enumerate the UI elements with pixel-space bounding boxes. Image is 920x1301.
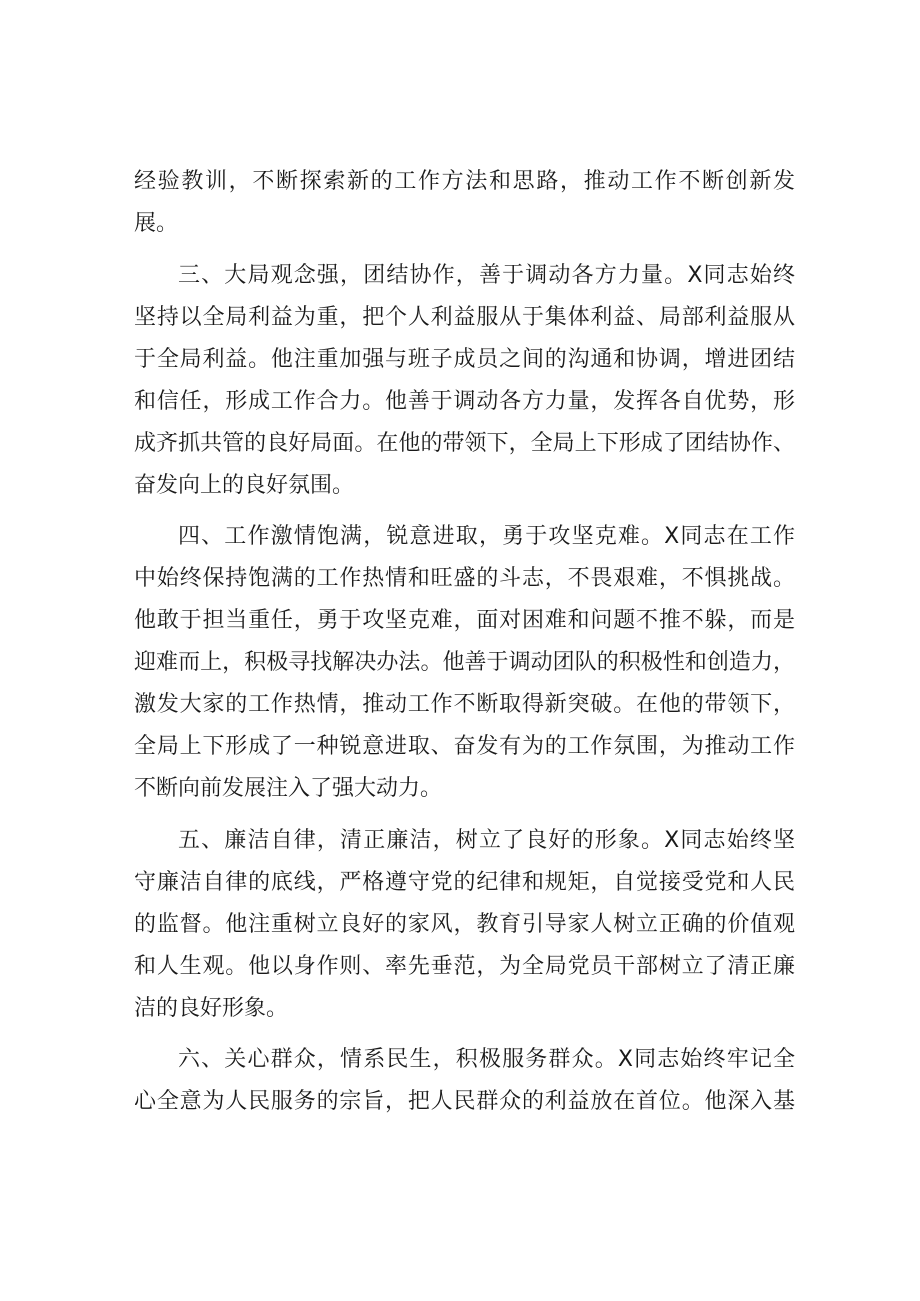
text-line: 迎难而上，积极寻找解决办法。他善于调动团队的积极性和创造力，	[134, 650, 795, 675]
text-line: 全局上下形成了一种锐意进取、奋发有为的工作氛围，为推动工作	[134, 734, 795, 759]
text-line: 经验教训，不断探索新的工作方法和思路，推动工作不断创新发	[134, 169, 795, 194]
text-line: 守廉洁自律的底线，严格遵守党的纪律和规矩，自觉接受党和人民	[134, 870, 795, 895]
paragraph-heading-line: 五、廉洁自律，清正廉洁，树立了良好的形象。X同志始终坚	[178, 828, 795, 853]
text-line: 展。	[134, 211, 179, 236]
text-line: 成齐抓共管的良好局面。在他的带领下，全局上下形成了团结协作、	[134, 431, 795, 456]
text-line: 的监督。他注重树立良好的家风，教育引导家人树立正确的价值观	[134, 912, 795, 937]
paragraph-heading-line: 四、工作激情饱满，锐意进取，勇于攻坚克难。X同志在工作	[178, 524, 795, 549]
paragraph-heading-line: 六、关心群众，情系民生，积极服务群众。X同志始终牢记全	[178, 1047, 795, 1072]
text-line: 坚持以全局利益为重，把个人利益服从于集体利益、局部利益服从	[134, 305, 795, 330]
text-line: 激发大家的工作热情，推动工作不断取得新突破。在他的带领下，	[134, 692, 795, 717]
text-line: 他敢于担当重任，勇于攻坚克难，面对困难和问题不推不躲，而是	[134, 608, 795, 633]
text-line: 洁的良好形象。	[134, 996, 289, 1021]
text-line: 和人生观。他以身作则、率先垂范，为全局党员干部树立了清正廉	[134, 954, 795, 979]
text-line: 奋发向上的良好氛围。	[134, 473, 355, 498]
text-line: 和信任，形成工作合力。他善于调动各方力量，发挥各自优势，形	[134, 389, 795, 414]
text-line: 中始终保持饱满的工作热情和旺盛的斗志，不畏艰难，不惧挑战。	[134, 566, 795, 591]
text-line: 心全意为人民服务的宗旨，把人民群众的利益放在首位。他深入基	[134, 1089, 795, 1114]
text-line: 于全局利益。他注重加强与班子成员之间的沟通和协调，增进团结	[134, 347, 795, 372]
paragraph-heading-line: 三、大局观念强，团结协作，善于调动各方力量。X同志始终	[178, 263, 795, 288]
text-line: 不断向前发展注入了强大动力。	[134, 776, 443, 801]
